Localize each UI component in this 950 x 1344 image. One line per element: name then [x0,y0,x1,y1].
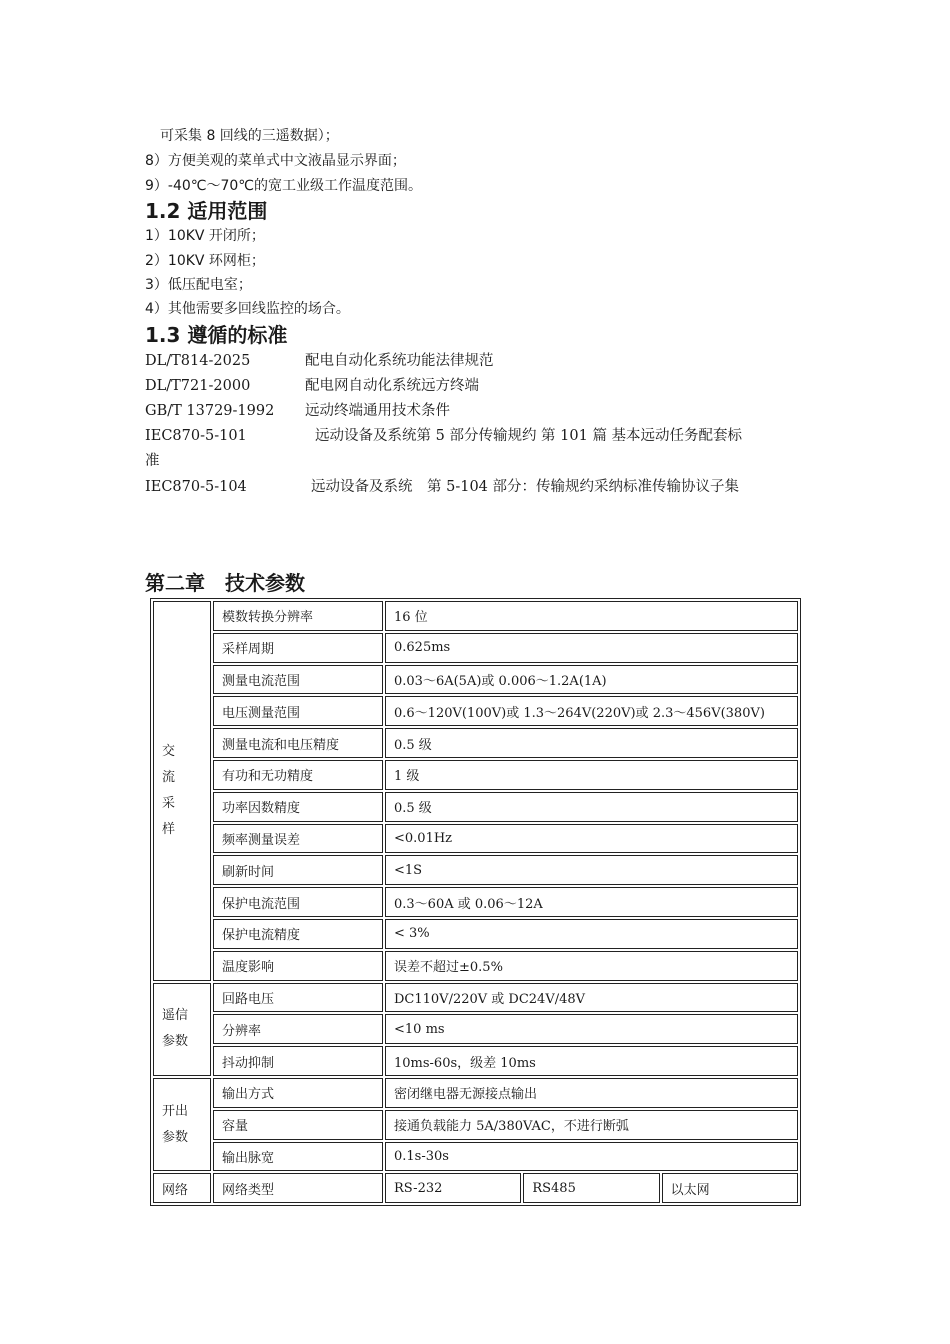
param-value: 16 位 [385,601,798,631]
standard-code: IEC870-5-104 [145,479,247,495]
param-value: 0.03～6A(5A)或 0.006～1.2A(1A) [385,665,798,695]
table-row [153,855,798,885]
param-name: 保护电流范围 [213,887,383,917]
standard-name: 配电自动化系统功能法律规范 [305,353,494,369]
table-row [153,633,798,663]
table-row [153,1078,798,1108]
table-row [153,728,798,758]
table-row [153,887,798,917]
group-label-text: 参数 [162,1129,189,1145]
scope-item-3: 3）低压配电室； [145,277,252,293]
param-name: 输出方式 [213,1078,383,1108]
table-row [153,792,798,822]
param-value: 1 级 [385,760,798,790]
param-value: <0.01Hz [385,824,798,854]
param-value: RS485 [523,1173,659,1203]
standard-name: 配电网自动化系统远方终端 [305,378,479,394]
param-name: 测量电流和电压精度 [213,728,383,758]
standard-name: 远动设备及系统 第 5-104 部分：传输规约采纳标准传输协议子集 [311,479,740,495]
standard-name-wrap: 准 [145,453,160,469]
param-value: <1S [385,855,798,885]
table-row [153,1110,798,1140]
table-row [153,1014,798,1044]
param-name: 采样周期 [213,633,383,663]
group-label-text: 开出 [162,1103,189,1119]
param-value: 0.5 级 [385,728,798,758]
technical-parameters-table [150,598,801,1206]
intro-line-2: 8）方便美观的菜单式中文液晶显示界面； [145,153,406,169]
group-label [153,1078,211,1171]
param-name: 温度影响 [213,951,383,981]
intro-line-3: 9）-40℃～70℃的宽工业级工作温度范围。 [145,178,423,194]
table-row [153,983,798,1013]
param-value: 0.1s-30s [385,1142,798,1172]
table-row [153,1046,798,1076]
param-value: <10 ms [385,1014,798,1044]
param-value: < 3% [385,919,798,949]
param-value: DC110V/220V 或 DC24V/48V [385,983,798,1013]
param-name: 模数转换分辨率 [213,601,383,631]
param-value: 以太网 [662,1173,798,1203]
param-value: 0.625ms [385,633,798,663]
group-label-text: 样 [162,821,176,837]
param-value: 密闭继电器无源接点输出 [385,1078,798,1108]
table-row [153,760,798,790]
param-value: 10ms-60s，级差 10ms [385,1046,798,1076]
group-label-text: 遥信 [162,1008,189,1024]
group-label-text: 参数 [162,1034,189,1050]
param-name: 网络类型 [213,1173,383,1203]
param-value: 接通负载能力 5A/380VAC，不进行断弧 [385,1110,798,1140]
param-name: 有功和无功精度 [213,760,383,790]
param-name: 保护电流精度 [213,919,383,949]
standard-name: 远动终端通用技术条件 [305,403,450,419]
group-label-text: 流 [162,769,176,785]
table-row [153,951,798,981]
table-row [153,696,798,726]
standard-code: DL/T721-2000 [145,378,251,394]
scope-item-2: 2）10KV 环网柜； [145,253,265,269]
standard-name: 远动设备及系统第 5 部分传输规约 第 101 篇 基本远动任务配套标 [315,428,743,444]
param-name: 电压测量范围 [213,696,383,726]
param-value: RS-232 [385,1173,521,1203]
group-label-text: 采 [162,795,176,811]
param-name: 容量 [213,1110,383,1140]
scope-item-1: 1）10KV 开闭所； [145,228,265,244]
group-label [153,983,211,1076]
param-value: 0.5 级 [385,792,798,822]
table-row [153,1142,798,1172]
param-name: 回路电压 [213,983,383,1013]
group-label [153,601,211,981]
table-row [153,601,798,631]
group-label-text: 交 [162,743,176,759]
section-1-3-title: 1.3 遵循的标准 [145,323,288,347]
param-value: 误差不超过±0.5% [385,951,798,981]
param-name: 测量电流范围 [213,665,383,695]
table-row [153,919,798,949]
table-row [153,665,798,695]
param-value: 0.6～120V(100V)或 1.3～264V(220V)或 2.3～456V(380V) [385,696,798,726]
group-label: 网络 [153,1173,211,1203]
param-name: 刷新时间 [213,855,383,885]
intro-line-1: 可采集 8 回线的三遥数据）； [160,128,339,144]
standard-code: GB/T 13729-1992 [145,403,275,419]
param-name: 功率因数精度 [213,792,383,822]
section-1-2-title: 1.2 适用范围 [145,199,268,223]
param-name: 分辨率 [213,1014,383,1044]
chapter-2-title: 第二章 技术参数 [145,571,305,595]
param-name: 抖动抑制 [213,1046,383,1076]
standard-code: DL/T814-2025 [145,353,251,369]
param-name: 输出脉宽 [213,1142,383,1172]
param-name: 频率测量误差 [213,824,383,854]
scope-item-4: 4）其他需要多回线监控的场合。 [145,301,350,317]
standard-code: IEC870-5-101 [145,428,247,444]
table-row [153,1173,798,1203]
table-row [153,824,798,854]
param-value: 0.3～60A 或 0.06～12A [385,887,798,917]
